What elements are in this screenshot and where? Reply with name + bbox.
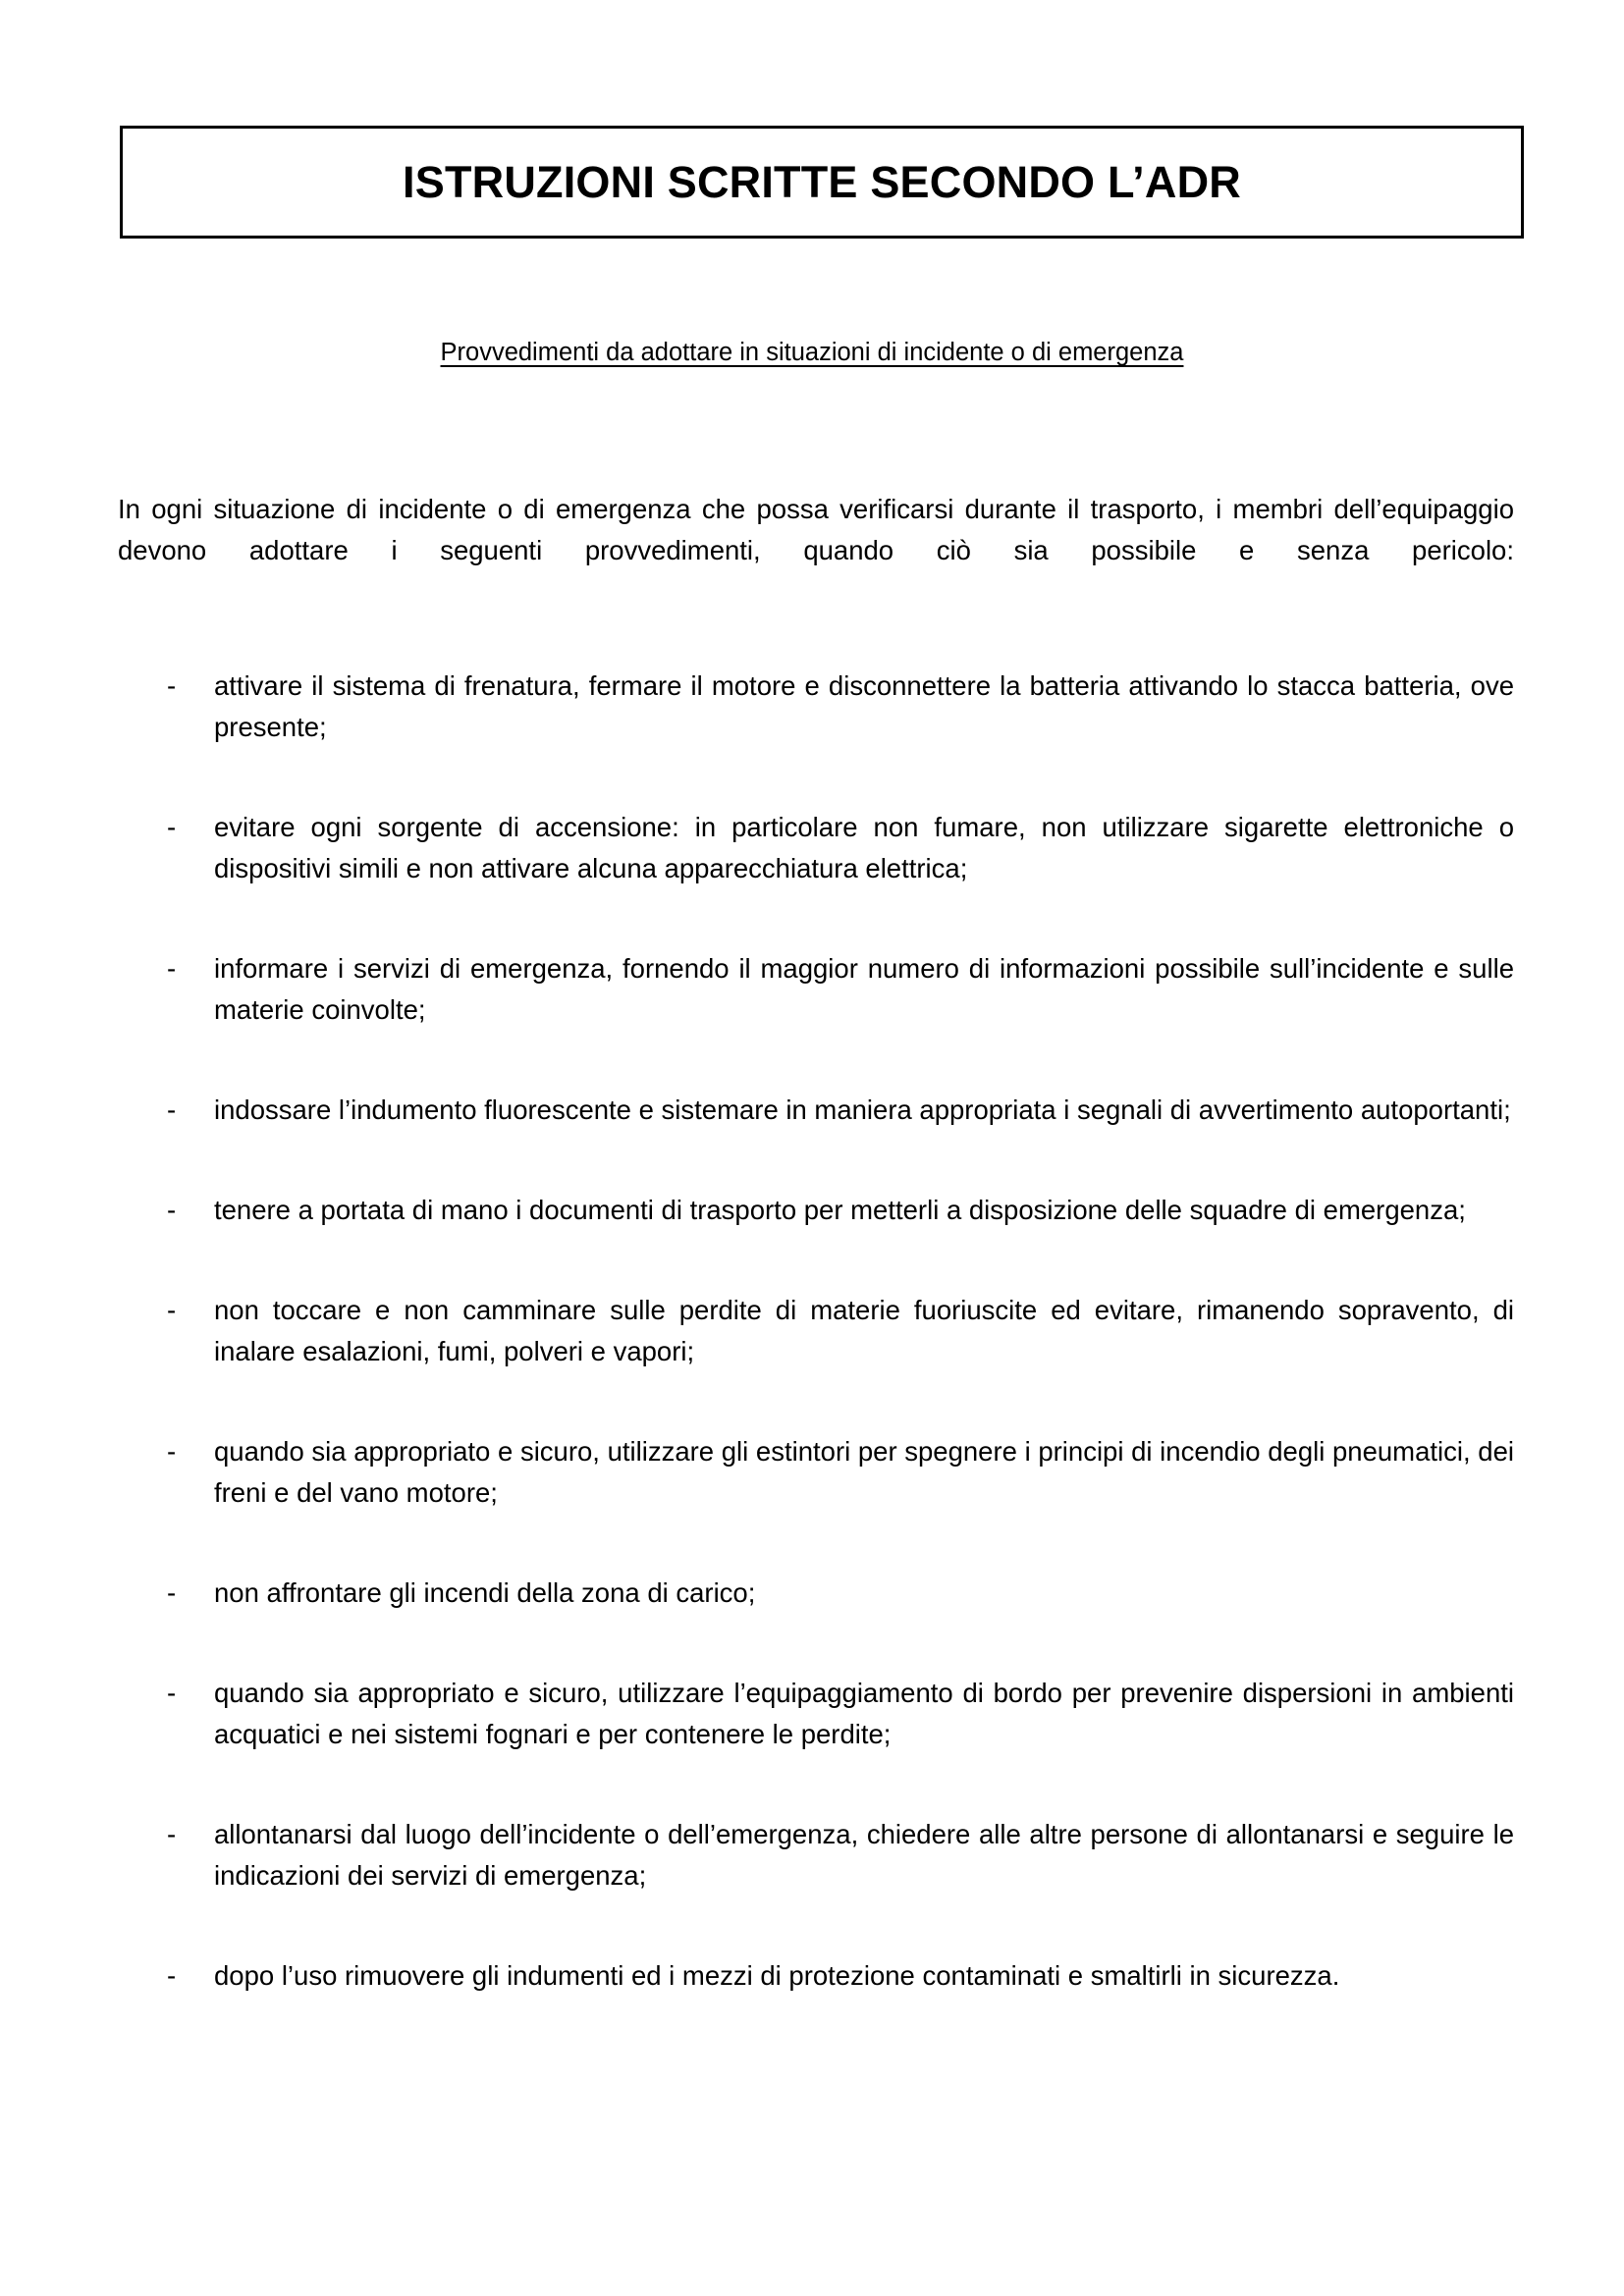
- measures-list: [118, 666, 1514, 2038]
- bullet-dash-icon: -: [167, 812, 177, 842]
- subtitle-container: [0, 338, 1624, 369]
- list-item-text: allontanarsi dal luogo dell’incidente o dell’emergenza, chiedere alle altre persone di allontanarsi e seguire le indicazioni dei servizi di emergenza;: [214, 1819, 1514, 1891]
- list-item-text: non affrontare gli incendi della zona di carico;: [214, 1577, 756, 1608]
- list-item: [118, 1673, 1514, 1796]
- document-subtitle: Provvedimenti da adottare in situazioni di incidente o di emergenza: [440, 339, 1184, 366]
- list-item: [118, 1431, 1514, 1555]
- bullet-dash-icon: -: [167, 670, 177, 701]
- list-item-text: evitare ogni sorgente di accensione: in particolare non fumare, non utilizzare sigarette elettroniche o dispositivi simili e non attivare alcuna apparecchiatura elettrica;: [214, 812, 1514, 883]
- bullet-dash-icon: -: [167, 953, 177, 984]
- list-item: [118, 948, 1514, 1072]
- list-item: [118, 1955, 1514, 2038]
- intro-paragraph: In ogni situazione di incidente o di emergenza che possa verificarsi durante il trasporto, i membri dell’equipaggio devono adottare i seguenti provvedimenti, quando ciò sia possibile e senza pericolo:: [118, 494, 1514, 565]
- list-item-text: indossare l’indumento fluorescente e sistemare in maniera appropriata i segnali di avvertimento autoportanti;: [214, 1095, 1511, 1125]
- list-item-text: non toccare e non camminare sulle perdite di materie fuoriuscite ed evitare, rimanendo sopravento, di inalare esalazioni, fumi, polveri e vapori;: [214, 1295, 1514, 1366]
- bullet-dash-icon: -: [167, 1960, 177, 1991]
- list-item: [118, 1573, 1514, 1655]
- bullet-dash-icon: -: [167, 1195, 177, 1225]
- document-body: [118, 489, 1514, 2038]
- bullet-dash-icon: -: [167, 1095, 177, 1125]
- bullet-dash-icon: -: [167, 1295, 177, 1325]
- list-item-text: informare i servizi di emergenza, fornendo il maggior numero di informazioni possibile sull’incidente e sulle materie coinvolte;: [214, 953, 1514, 1025]
- list-item-text: dopo l’uso rimuovere gli indumenti ed i mezzi di protezione contaminati e smaltirli in sicurezza.: [214, 1960, 1340, 1991]
- list-item-text: quando sia appropriato e sicuro, utilizzare l’equipaggiamento di bordo per prevenire dispersioni in ambienti acquatici e nei sistemi fognari e per contenere le perdite;: [214, 1678, 1514, 1749]
- list-item-text: tenere a portata di mano i documenti di trasporto per metterli a disposizione delle squadre di emergenza;: [214, 1195, 1466, 1225]
- list-item: [118, 1190, 1514, 1272]
- list-item: [118, 1290, 1514, 1414]
- list-item: [118, 1814, 1514, 1938]
- title-box: [120, 126, 1524, 239]
- bullet-dash-icon: -: [167, 1577, 177, 1608]
- bullet-dash-icon: -: [167, 1819, 177, 1849]
- page-title: ISTRUZIONI SCRITTE SECONDO L’ADR: [403, 156, 1241, 207]
- list-item-text: quando sia appropriato e sicuro, utilizzare gli estintori per spegnere i principi di incendio degli pneumatici, dei freni e del vano motore;: [214, 1436, 1514, 1508]
- list-item: [118, 807, 1514, 931]
- list-item-text: attivare il sistema di frenatura, fermare il motore e disconnettere la batteria attivando lo stacca batteria, ove presente;: [214, 670, 1514, 742]
- list-item: [118, 666, 1514, 789]
- list-item: [118, 1090, 1514, 1172]
- bullet-dash-icon: -: [167, 1678, 177, 1708]
- bullet-dash-icon: -: [167, 1436, 177, 1467]
